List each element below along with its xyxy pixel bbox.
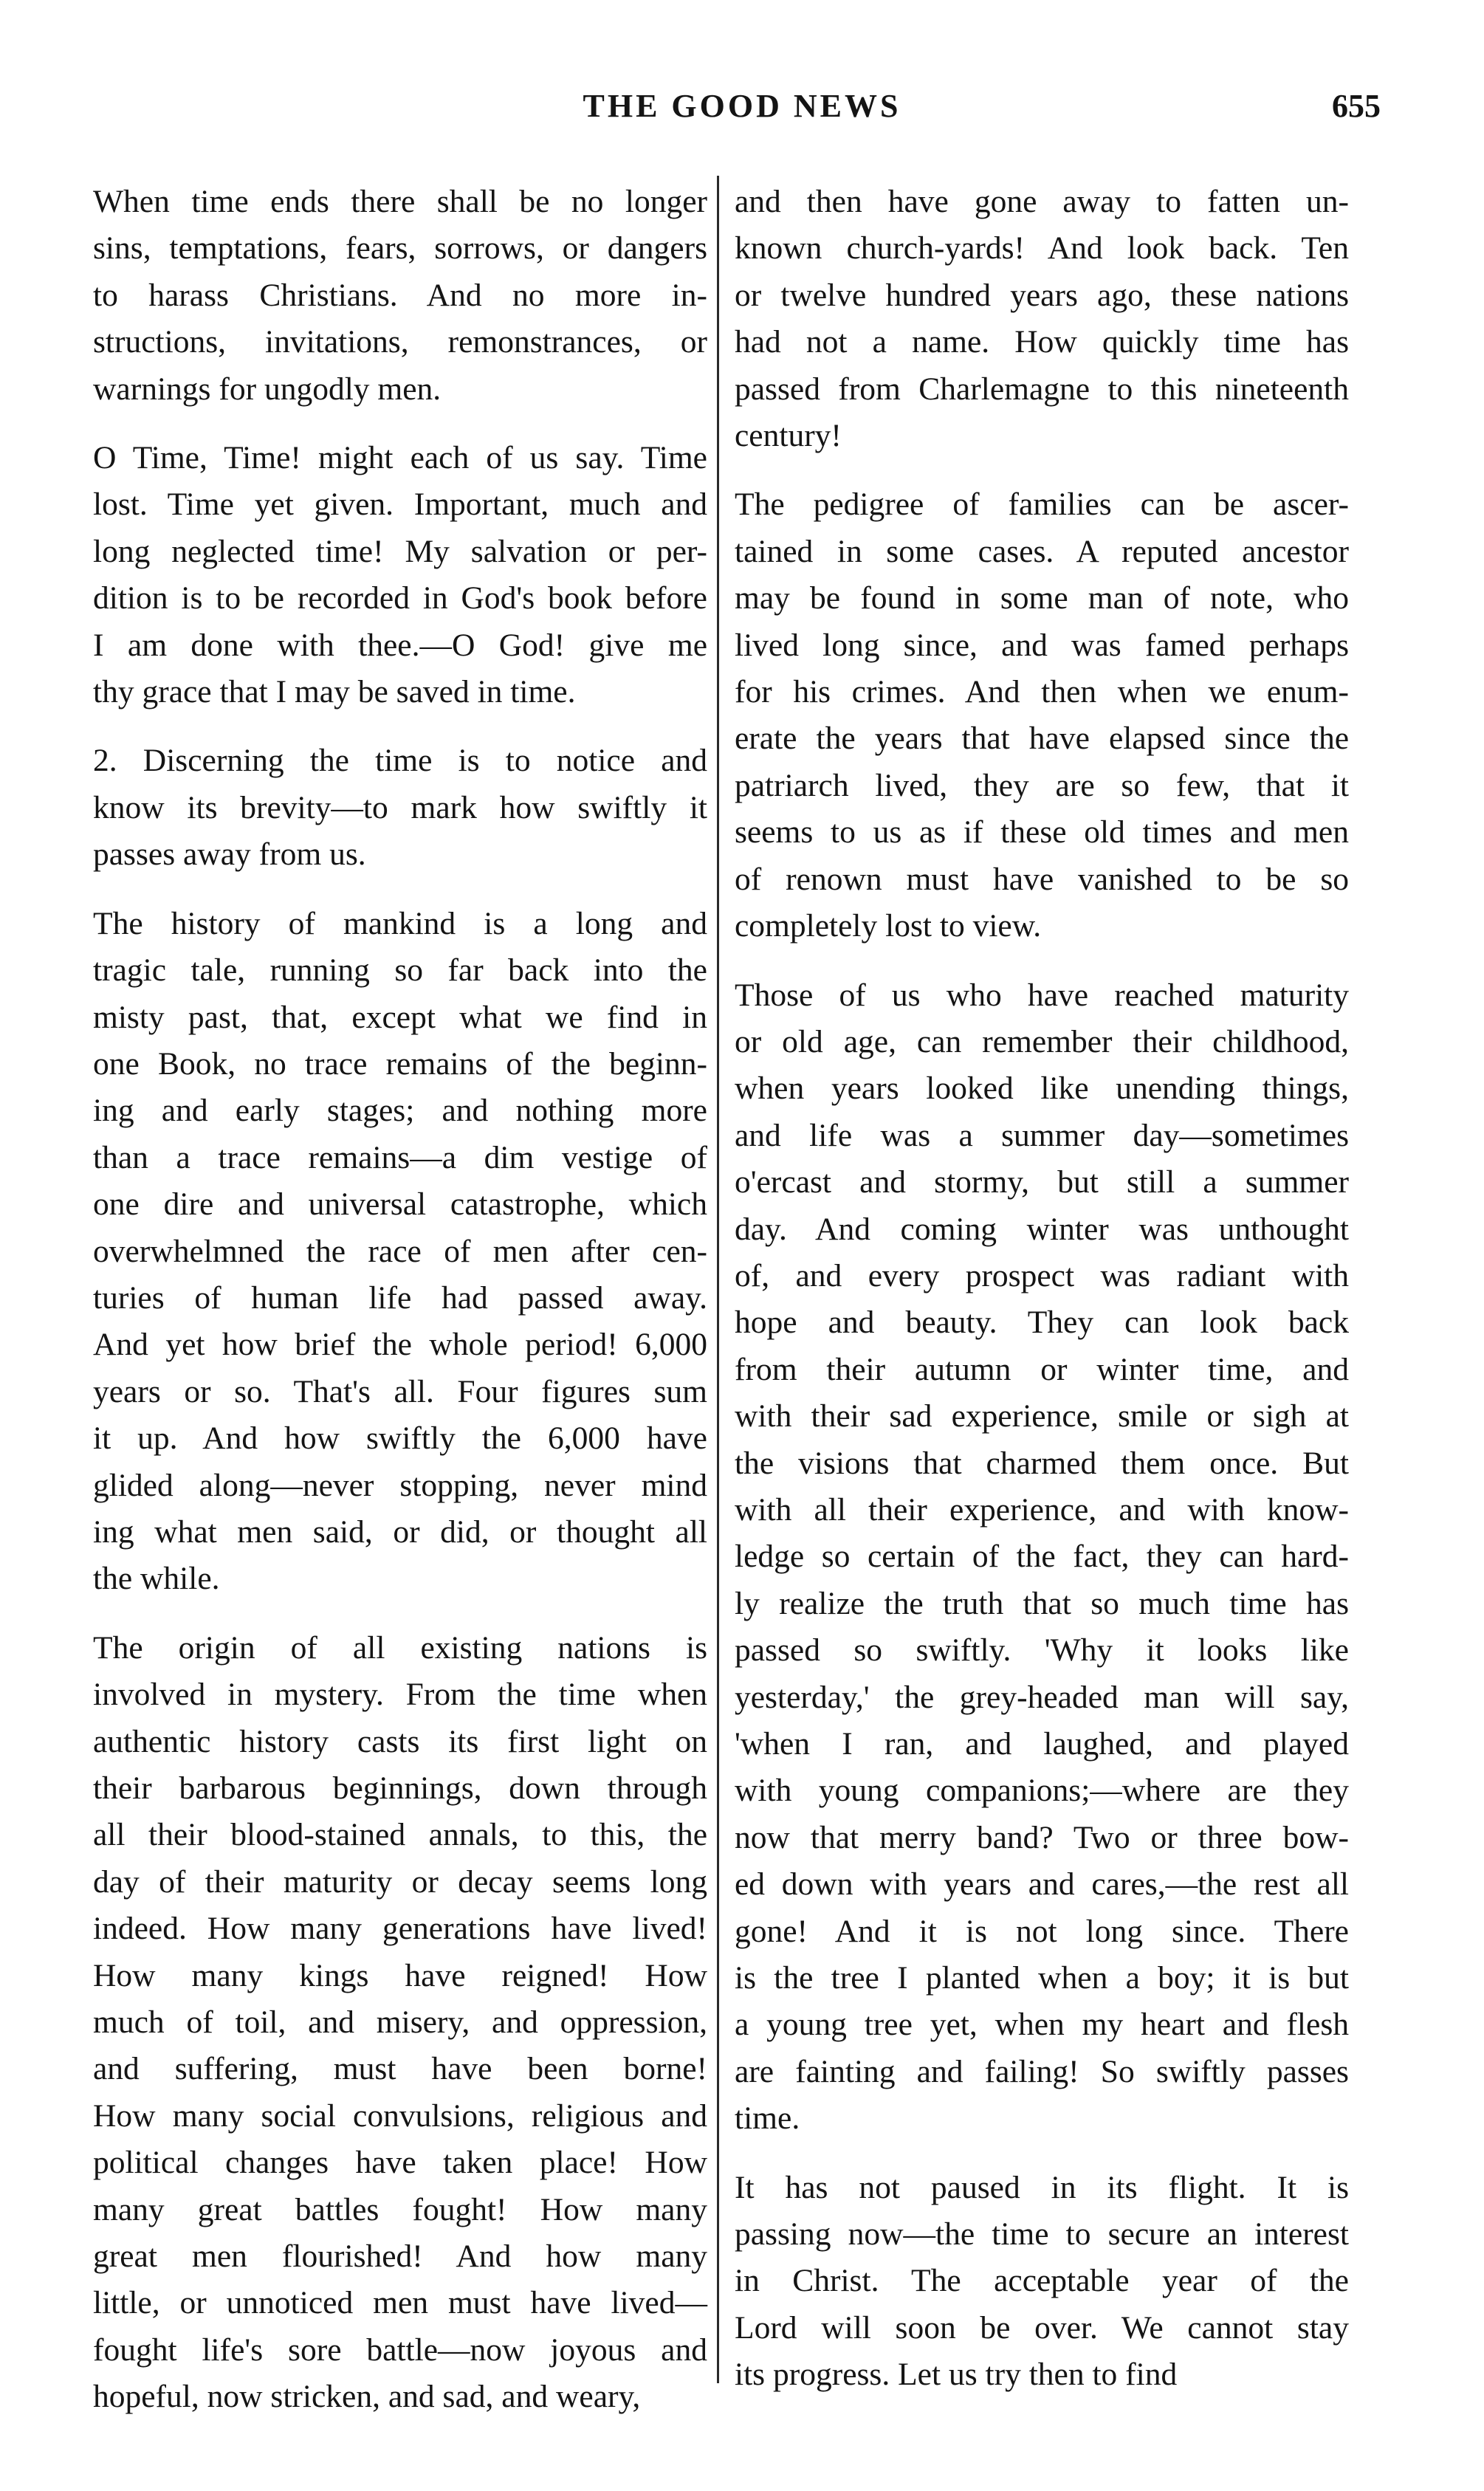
text-line: tragic tale, running so far back into the <box>93 952 707 989</box>
text-line: structions, invitations, remonstrances, or <box>93 324 707 360</box>
text-line: now that merry band? Two or three bow- <box>735 1819 1349 1855</box>
paragraph-gap <box>93 879 707 901</box>
text-line: completely lost to view. <box>735 908 1042 944</box>
text-line: O Time, Time! might each of us say. Time <box>93 440 707 476</box>
paragraph-gap <box>93 413 707 435</box>
text-line: hopeful, now stricken, and sad, and weary, <box>93 2379 641 2415</box>
left-text-column <box>93 179 707 2421</box>
text-line: overwhelmned the race of men after cen- <box>93 1233 707 1269</box>
text-line: long neglected time! My salvation or per- <box>93 533 707 569</box>
text-line: and suffering, must have been borne! <box>93 2051 707 2087</box>
text-line: years or so. That's all. Four figures sum <box>93 1373 707 1409</box>
text-line: When time ends there shall be no longer <box>93 184 707 219</box>
right-column-paragraph-3 <box>735 972 1349 2143</box>
text-line: It has not paused in its flight. It is <box>735 2169 1349 2205</box>
text-line: to harass Christians. And no more in- <box>93 277 707 313</box>
text-line: ledge so certain of the fact, they can hard- <box>735 1539 1349 1575</box>
text-line: passes away from us. <box>93 836 366 873</box>
text-line: of renown must have vanished to be so <box>735 861 1349 897</box>
text-line: glided along—never stopping, never mind <box>93 1467 707 1503</box>
left-column-paragraph-1 <box>93 179 707 413</box>
text-line: Lord will soon be over. We cannot stay <box>735 2309 1349 2346</box>
text-line: much of toil, and misery, and oppression, <box>93 2004 707 2041</box>
text-line: time. <box>735 2100 800 2137</box>
left-column-paragraph-5 <box>93 1625 707 2421</box>
text-line: and then have gone away to fatten un- <box>735 184 1349 219</box>
text-line: erate the years that have elapsed since the <box>735 721 1349 757</box>
text-line: may be found in some man of note, who <box>735 580 1349 616</box>
text-line: seems to us as if these old times and men <box>735 814 1349 851</box>
text-line: known church-yards! And look back. Ten <box>735 230 1349 267</box>
text-line: with all their experience, and with know- <box>735 1491 1349 1528</box>
text-line: Those of us who have reached maturity <box>735 977 1349 1013</box>
text-line: with young companions;—where are they <box>735 1773 1349 1809</box>
text-line: ing and early stages; and nothing more <box>93 1093 707 1129</box>
text-line: thy grace that I may be saved in time. <box>93 674 576 710</box>
text-line: a young tree yet, when my heart and flesh <box>735 2007 1349 2043</box>
text-line: How many kings have reigned! How <box>93 1957 707 1993</box>
text-line: it up. And how swiftly the 6,000 have <box>93 1420 707 1457</box>
page-number: 655 <box>1332 88 1381 124</box>
text-line: when years looked like unending things, <box>735 1071 1349 1107</box>
text-line: ing what men said, or did, or thought all <box>93 1514 707 1550</box>
text-line: passing now—the time to secure an interest <box>735 2216 1349 2253</box>
text-line: know its brevity—to mark how swiftly it <box>93 789 707 825</box>
text-line: with their sad experience, smile or sigh at <box>735 1398 1349 1435</box>
column-divider <box>717 176 719 2383</box>
text-line: lived long since, and was famed perhaps <box>735 627 1349 663</box>
text-line: tained in some cases. A reputed ancestor <box>735 533 1349 569</box>
text-line: many great battles fought! How many <box>93 2191 707 2227</box>
text-line: of, and every prospect was radiant with <box>735 1257 1349 1293</box>
text-line: The origin of all existing nations is <box>93 1629 707 1666</box>
text-line: warnings for ungodly men. <box>93 371 442 407</box>
text-line: patriarch lived, they are so few, that it <box>735 767 1349 803</box>
left-column-paragraph-4 <box>93 901 707 1603</box>
text-line: 2. Discerning the time is to notice and <box>93 743 707 779</box>
text-line: indeed. How many generations have lived! <box>93 1911 707 1947</box>
text-line: involved in mystery. From the time when <box>93 1677 707 1713</box>
right-column-paragraph-2 <box>735 481 1349 949</box>
right-column-paragraph-4 <box>735 2165 1349 2399</box>
text-line: o'ercast and stormy, but still a summer <box>735 1164 1349 1200</box>
text-line: had not a name. How quickly time has <box>735 324 1349 360</box>
left-column-paragraph-2 <box>93 435 707 715</box>
text-line: misty past, that, except what we find in <box>93 999 707 1035</box>
text-line: authentic history casts its first light on <box>93 1723 707 1759</box>
right-text-column <box>735 179 1349 2399</box>
text-line: How many social convulsions, religious and <box>93 2097 707 2134</box>
text-line: ly realize the truth that so much time has <box>735 1585 1349 1621</box>
text-line: 'when I ran, and laughed, and played <box>735 1726 1349 1762</box>
right-column-paragraph-1 <box>735 179 1349 459</box>
text-line: passed so swiftly. 'Why it looks like <box>735 1632 1349 1669</box>
text-line: in Christ. The acceptable year of the <box>735 2263 1349 2299</box>
text-line: than a trace remains—a dim vestige of <box>93 1139 707 1175</box>
text-line: passed from Charlemagne to this nineteenth <box>735 371 1349 407</box>
text-line: sins, temptations, fears, sorrows, or dangers <box>93 230 707 267</box>
text-line: dition is to be recorded in God's book before <box>93 580 707 616</box>
text-line: or old age, can remember their childhood, <box>735 1023 1349 1059</box>
text-line: day. And coming winter was unthought <box>735 1211 1349 1247</box>
text-line: And yet how brief the whole period! 6,000 <box>93 1327 707 1363</box>
text-line: I am done with thee.—O God! give me <box>93 627 707 663</box>
text-line: ed down with years and cares,—the rest all <box>735 1866 1349 1903</box>
text-line: The pedigree of families can be ascer- <box>735 487 1349 523</box>
text-line: lost. Time yet given. Important, much and <box>93 487 707 523</box>
paragraph-gap <box>93 715 707 738</box>
text-line: its progress. Let us try then to find <box>735 2357 1178 2393</box>
text-line: day of their maturity or decay seems long <box>93 1863 707 1900</box>
running-title: THE GOOD NEWS <box>583 88 901 124</box>
paragraph-gap <box>735 459 1349 481</box>
text-line: political changes have taken place! How <box>93 2145 707 2181</box>
text-line: The history of mankind is a long and <box>93 905 707 941</box>
page-header <box>81 87 1403 139</box>
text-line: century! <box>735 418 842 454</box>
paragraph-gap <box>735 950 1349 972</box>
text-line: for his crimes. And then when we enum- <box>735 674 1349 710</box>
text-line: gone! And it is not long since. There <box>735 1913 1349 1949</box>
text-line: great men flourished! And how many <box>93 2239 707 2275</box>
text-line: hope and beauty. They can look back <box>735 1305 1349 1341</box>
paragraph-gap <box>735 2143 1349 2165</box>
text-line: is the tree I planted when a boy; it is but <box>735 1960 1349 1996</box>
text-line: one dire and universal catastrophe, which <box>93 1186 707 1223</box>
text-line: yesterday,' the grey-headed man will say, <box>735 1679 1349 1715</box>
text-line: all their blood-stained annals, to this, the <box>93 1817 707 1853</box>
text-line: and life was a summer day—sometimes <box>735 1117 1349 1153</box>
paragraph-gap <box>93 1603 707 1625</box>
text-line: one Book, no trace remains of the beginn- <box>93 1045 707 1082</box>
text-line: turies of human life had passed away. <box>93 1279 707 1316</box>
text-line: the while. <box>93 1561 220 1597</box>
text-line: or twelve hundred years ago, these nations <box>735 277 1349 313</box>
text-line: from their autumn or winter time, and <box>735 1351 1349 1387</box>
text-line: their barbarous beginnings, down through <box>93 1770 707 1806</box>
text-line: fought life's sore battle—now joyous and <box>93 2332 707 2368</box>
left-column-paragraph-3 <box>93 738 707 878</box>
text-line: little, or unnoticed men must have lived— <box>93 2285 707 2321</box>
text-line: the visions that charmed them once. But <box>735 1445 1349 1481</box>
text-line: are fainting and failing! So swiftly passes <box>735 2053 1349 2089</box>
